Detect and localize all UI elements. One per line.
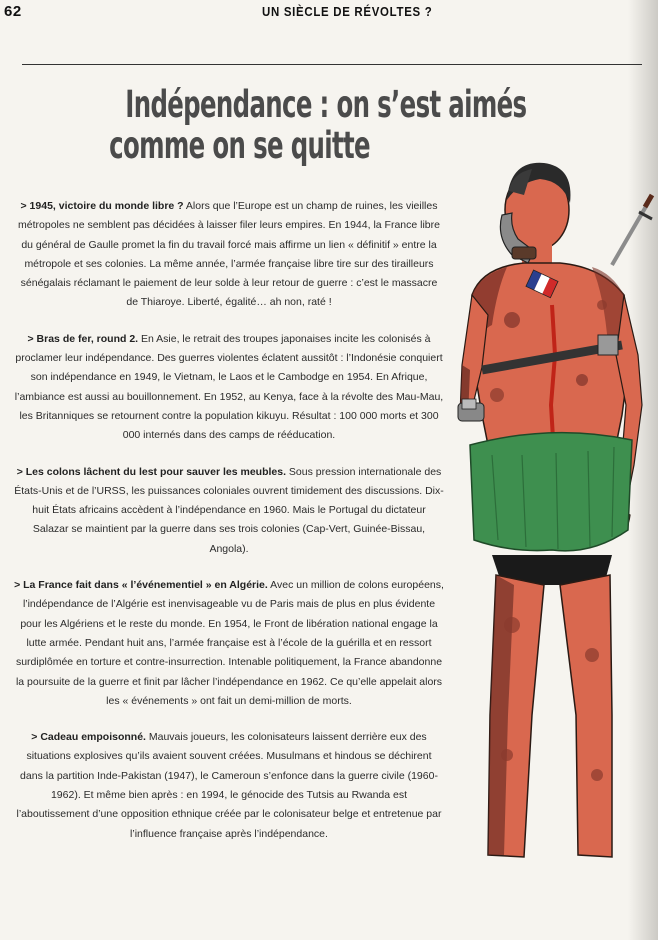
paragraph-lead: > Bras de fer, round 2. <box>27 332 139 345</box>
paragraph-lead: > La France fait dans « l’événementiel » en Algérie. <box>14 579 268 592</box>
title-line-1: Indépendance : on s’est aimés <box>125 83 527 126</box>
page-title <box>22 83 527 167</box>
paragraph-text: Avec un million de colons européens, l’indépendance de l’Algérie est inenvisageable vu de Paris mais de plus en plus évidente pour les Algériens et le reste du monde. En 1954, le Front de libération national engage la lutte armée. Pendant huit ans, l’armée française est à l’école de la guérilla et en ressort surdiplômée en torture et contre-insurrection. Intenable politiquement, la France abandonne la poursuite de la guerre et finit par lâcher l’indépendance en 1962. Ce qu’elle appelait alors les « événements » ont fait un demi-million de morts. <box>15 579 444 707</box>
paragraph-cadeau <box>14 728 444 844</box>
paragraph-algerie <box>14 576 444 711</box>
running-head: UN SIÈCLE DE RÉVOLTES ? <box>262 4 433 19</box>
paragraph-lead: > Cadeau empoisonné. <box>31 731 146 744</box>
paragraph-text: Mauvais joueurs, les colonisateurs laissent derrière eux des situations explosives qu’ils avaient souvent créées. Musulmans et hindous se déchirent dans la partition Inde-Pakistan (1947), le Cameroun s’enfonce dans la guerre civile (1960-1962). Et même bien après : en 1994, le génocide des Tutsis au Rwanda est l’aboutissement d’une opposition ethnique créée par le colonisateur belge et entretenue par l’influence française après l’indépendance. <box>16 731 442 840</box>
wounded-colonized-man-illustration <box>452 155 658 875</box>
paragraph-text: Sous pression internationale des États-Unis et de l’URSS, les puissances coloniales ouvrent timidement des discussions. Dix-huit États africains accèdent à l’indépendance en 1960. Mais le Portugal du dictateur Salazar se maintient par la guerre dans ses trois colonies (Cap-Vert, Guinée-Bissau, Angola). <box>14 465 444 555</box>
title-line-2: comme on se quitte <box>109 124 371 167</box>
paragraph-lead: > 1945, victoire du monde libre ? <box>20 200 184 212</box>
paragraph-bras-de-fer <box>14 330 444 446</box>
paragraph-colons <box>14 463 444 559</box>
paragraph-text: Alors que l’Europe est un champ de ruines, les vieilles métropoles ne semblent pas décidées à laisser filer leurs empires. En 1944, la France libre du général de Gaulle promet la fin du travail forcé mais affirme un lien « définitif » entre la métropole et ses colonies. La même année, l’armée française libre tire sur des tirailleurs sénégalais réclamant le paiement de leur solde à leur retour de guerre : c’est le massacre de Thiaroye. Liberté, égalité… ah non, raté ! <box>18 200 440 309</box>
paragraph-text: En Asie, le retrait des troupes japonaises incite les colonisés à proclamer leur indépendance. Des guerres violentes éclatent aussitôt : l’Indonésie conquiert son indépendance en 1949, le Vietnam, le Laos et le Cambodge en 1954. En Afrique, l’ambiance est aussi au bouillonnement. En 1952, au Kenya, face à la révolte des Mau-Mau, les Britanniques se retournent contre la population kikuyu. Résultat : 100 000 morts et 300 000 internés dans des camps de rééducation. <box>14 332 444 442</box>
sword-icon <box>612 195 652 265</box>
page-number: 62 <box>4 3 22 20</box>
header-divider <box>22 64 642 65</box>
paragraph-lead: > Les colons lâchent du lest pour sauver les meubles. <box>16 465 287 478</box>
paragraph-1945 <box>14 197 444 313</box>
article-body <box>14 197 444 861</box>
